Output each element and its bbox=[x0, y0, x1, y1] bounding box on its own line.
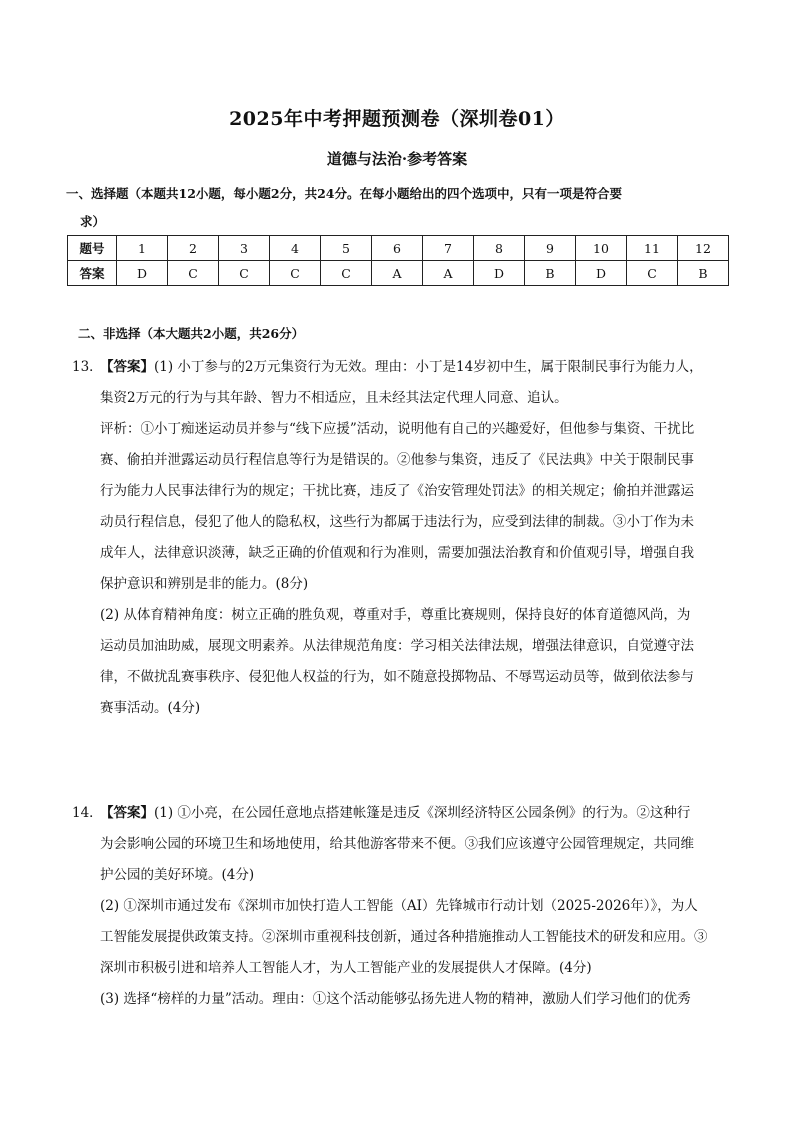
question-13-answer bbox=[72, 352, 736, 724]
answer-cell: D bbox=[576, 261, 627, 286]
question-number-cell: 10 bbox=[576, 236, 627, 261]
answer-cell: C bbox=[168, 261, 219, 286]
q14-line: (3) 选择“榜样的力量”活动。理由：①这个活动能够弘扬先进人物的精神，激励人们学习他们的优秀 bbox=[100, 991, 691, 1007]
q14-line: (2) ①深圳市通过发布《深圳市加快打造人工智能（AI）先锋城市行动计划（2025-2026年）》，为人 bbox=[100, 898, 698, 914]
q13-line: 赛、偷拍并泄露运动员行程信息等行为是错误的。②他参与集资，违反了《民法典》中关于限制民事 bbox=[100, 452, 694, 468]
q14-line: 护公园的美好环境。(4分) bbox=[100, 867, 255, 883]
q13-line: 律，不做扰乱赛事秩序、侵犯他人权益的行为，如不随意投掷物品、不辱骂运动员等，做到依法参与 bbox=[100, 669, 694, 685]
q13-line bbox=[72, 352, 736, 383]
answer-cell: C bbox=[270, 261, 321, 286]
q13-line: 集资2万元的行为与其年龄、智力不相适应，且未经其法定代理人同意、追认。 bbox=[100, 390, 568, 406]
section1-heading-line1: 一、选择题（本题共12小题，每小题2分，共24分。在每小题给出的四个选项中，只有一项是符合要 bbox=[66, 186, 622, 201]
q13-line: (2) 从体育精神角度：树立正确的胜负观，尊重对手，尊重比赛规则，保持良好的体育道德风尚，为 bbox=[100, 607, 691, 623]
page-subtitle: 道德与法治·参考答案 bbox=[326, 150, 468, 168]
q13-answer-label: 【答案】 bbox=[100, 359, 154, 375]
answer-cell: A bbox=[372, 261, 423, 286]
question-number-cell: 3 bbox=[219, 236, 270, 261]
question-number-cell: 7 bbox=[423, 236, 474, 261]
q13-line: 保护意识和辨别是非的能力。(8分) bbox=[100, 576, 309, 592]
q13-line: 运动员加油助威，展现文明素养。从法律规范角度：学习相关法律法规，增强法律意识，自觉遵守法 bbox=[100, 638, 694, 654]
q14-line bbox=[72, 798, 736, 829]
question-14-answer bbox=[72, 798, 736, 1015]
q13-line: 评析：①小丁痴迷运动员并参与“线下应援”活动，说明他有自己的兴趣爱好，但他参与集资、干扰比 bbox=[100, 421, 695, 437]
q14-answer-label: 【答案】 bbox=[100, 805, 154, 821]
q14-number: 14． bbox=[72, 805, 103, 821]
answer-table bbox=[67, 235, 729, 286]
q14-line: 工智能发展提供政策支持。②深圳市重视科技创新，通过各种措施推动人工智能技术的研发和应用。③ bbox=[100, 929, 708, 945]
answer-cell: C bbox=[627, 261, 678, 286]
q13-line: 成年人，法律意识淡薄，缺乏正确的价值观和行为准则，需要加强法治教育和价值观引导，增强自我 bbox=[100, 545, 694, 561]
question-number-cell: 12 bbox=[678, 236, 729, 261]
answer-cell: B bbox=[525, 261, 576, 286]
section2-heading: 二、非选择（本大题共2小题，共26分） bbox=[78, 326, 305, 341]
question-number-cell: 1 bbox=[117, 236, 168, 261]
answer-cell: A bbox=[423, 261, 474, 286]
question-number-cell: 9 bbox=[525, 236, 576, 261]
q14-line: 深圳市积极引进和培养人工智能人才，为人工智能产业的发展提供人才保障。(4分) bbox=[100, 960, 592, 976]
q14-line: 为会影响公园的环境卫生和场地使用，给其他游客带来不便。③我们应该遵守公园管理规定，共同维 bbox=[100, 836, 694, 852]
question-header-cell: 题号 bbox=[68, 236, 117, 261]
question-number-cell: 6 bbox=[372, 236, 423, 261]
answer-table-question-row bbox=[68, 236, 729, 261]
q13-number: 13． bbox=[72, 359, 103, 375]
q13-line: 行为能力人民事法律行为的规定；干扰比赛，违反了《治安管理处罚法》的相关规定；偷拍并泄露运 bbox=[100, 483, 694, 499]
q13-line: 赛事活动。(4分) bbox=[100, 700, 201, 716]
answer-cell: D bbox=[117, 261, 168, 286]
section1-heading-line2: 求） bbox=[80, 214, 106, 229]
section1-heading bbox=[66, 180, 734, 236]
question-number-cell: 8 bbox=[474, 236, 525, 261]
answer-cell: B bbox=[678, 261, 729, 286]
question-number-cell: 5 bbox=[321, 236, 372, 261]
question-number-cell: 11 bbox=[627, 236, 678, 261]
question-number-cell: 4 bbox=[270, 236, 321, 261]
q14-line-text: (1) ①小亮，在公园任意地点搭建帐篷是违反《深圳经济特区公园条例》的行为。②这种行 bbox=[154, 805, 691, 821]
question-number-cell: 2 bbox=[168, 236, 219, 261]
q13-line-text: (1) 小丁参与的2万元集资行为无效。理由：小丁是14岁初中生，属于限制民事行为能力人， bbox=[154, 359, 703, 375]
page-title: 2025年中考押题预测卷（深圳卷01） bbox=[229, 108, 565, 130]
answer-cell: C bbox=[321, 261, 372, 286]
q13-line: 动员行程信息，侵犯了他人的隐私权，这些行为都属于违法行为，应受到法律的制裁。③小丁作为未 bbox=[100, 514, 694, 530]
answer-cell: D bbox=[474, 261, 525, 286]
answer-table-answer-row bbox=[68, 261, 729, 286]
answer-cell: C bbox=[219, 261, 270, 286]
answer-header-cell: 答案 bbox=[68, 261, 117, 286]
